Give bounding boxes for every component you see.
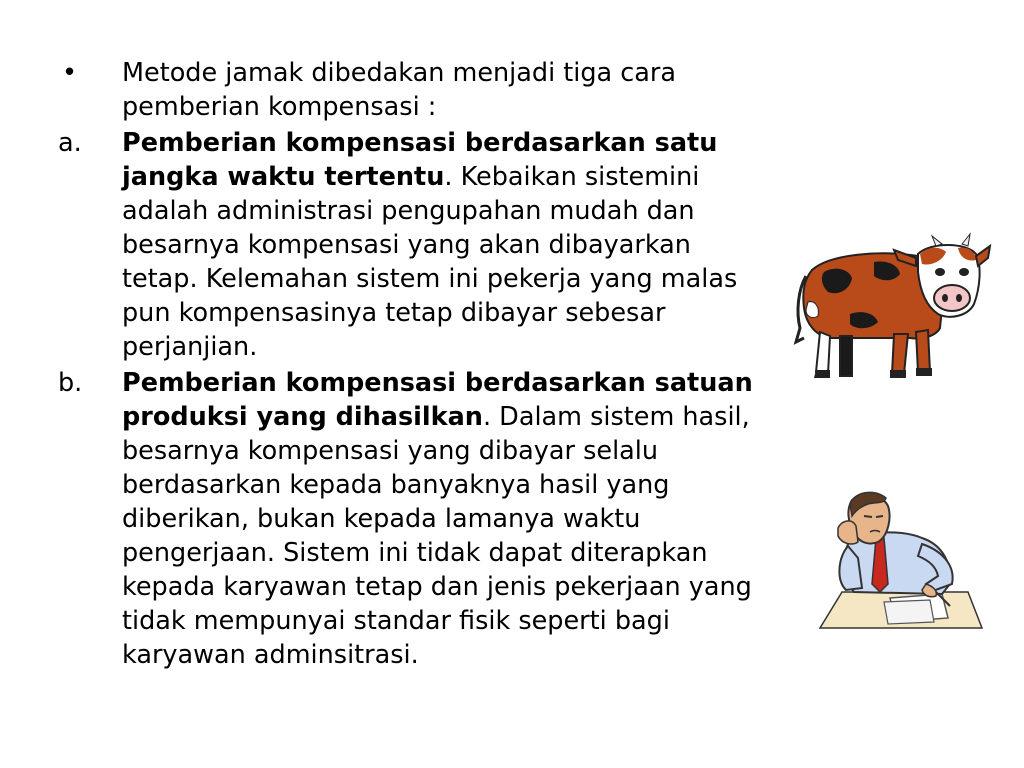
- list-item-b-heading: Pemberian kompensasi berdasarkan satuan produksi yang dihasilkan: [122, 368, 753, 432]
- list-item-a-heading: Pemberian kompensasi berdasarkan satu jangka waktu tertentu: [122, 128, 718, 192]
- list-item-a-text: . Kebaikan sistemini adalah administrasi pengupahan mudah dan besarnya kompensasi yang akan dibayarkan tetap. Kelemahan sistem ini pekerja yang malas pun kompensasinya tetap dibayar sebesar perjanjian.: [122, 162, 738, 362]
- list-item-a-body: [122, 128, 737, 362]
- intro-bullet: [58, 56, 770, 124]
- list-item-a: [58, 126, 770, 364]
- list-item-b: [58, 366, 770, 672]
- list-marker-a: a.: [58, 128, 82, 158]
- cow-icon: [790, 232, 992, 382]
- cow-image: [790, 232, 992, 382]
- tired-worker-icon: [818, 488, 984, 634]
- list-item-b-text: . Dalam sistem hasil, besarnya kompensasi yang dibayar selalu berdasarkan kepada banyaknya hasil yang diberikan, bukan kepada lamanya waktu pengerjaan. Sistem ini tidak dapat diterapkan kepada karyawan tetap dan jenis pekerjaan yang tidak mempunyai standar fisik seperti bagi karyawan adminsitrasi.: [122, 402, 752, 670]
- bullet-marker: •: [62, 58, 78, 88]
- list-item-b-body: [122, 368, 753, 670]
- slide-content: [58, 56, 770, 674]
- list-marker-b: b.: [58, 368, 83, 398]
- intro-text: Metode jamak dibedakan menjadi tiga cara pemberian kompensasi :: [122, 58, 677, 122]
- tired-worker-image: [818, 488, 984, 634]
